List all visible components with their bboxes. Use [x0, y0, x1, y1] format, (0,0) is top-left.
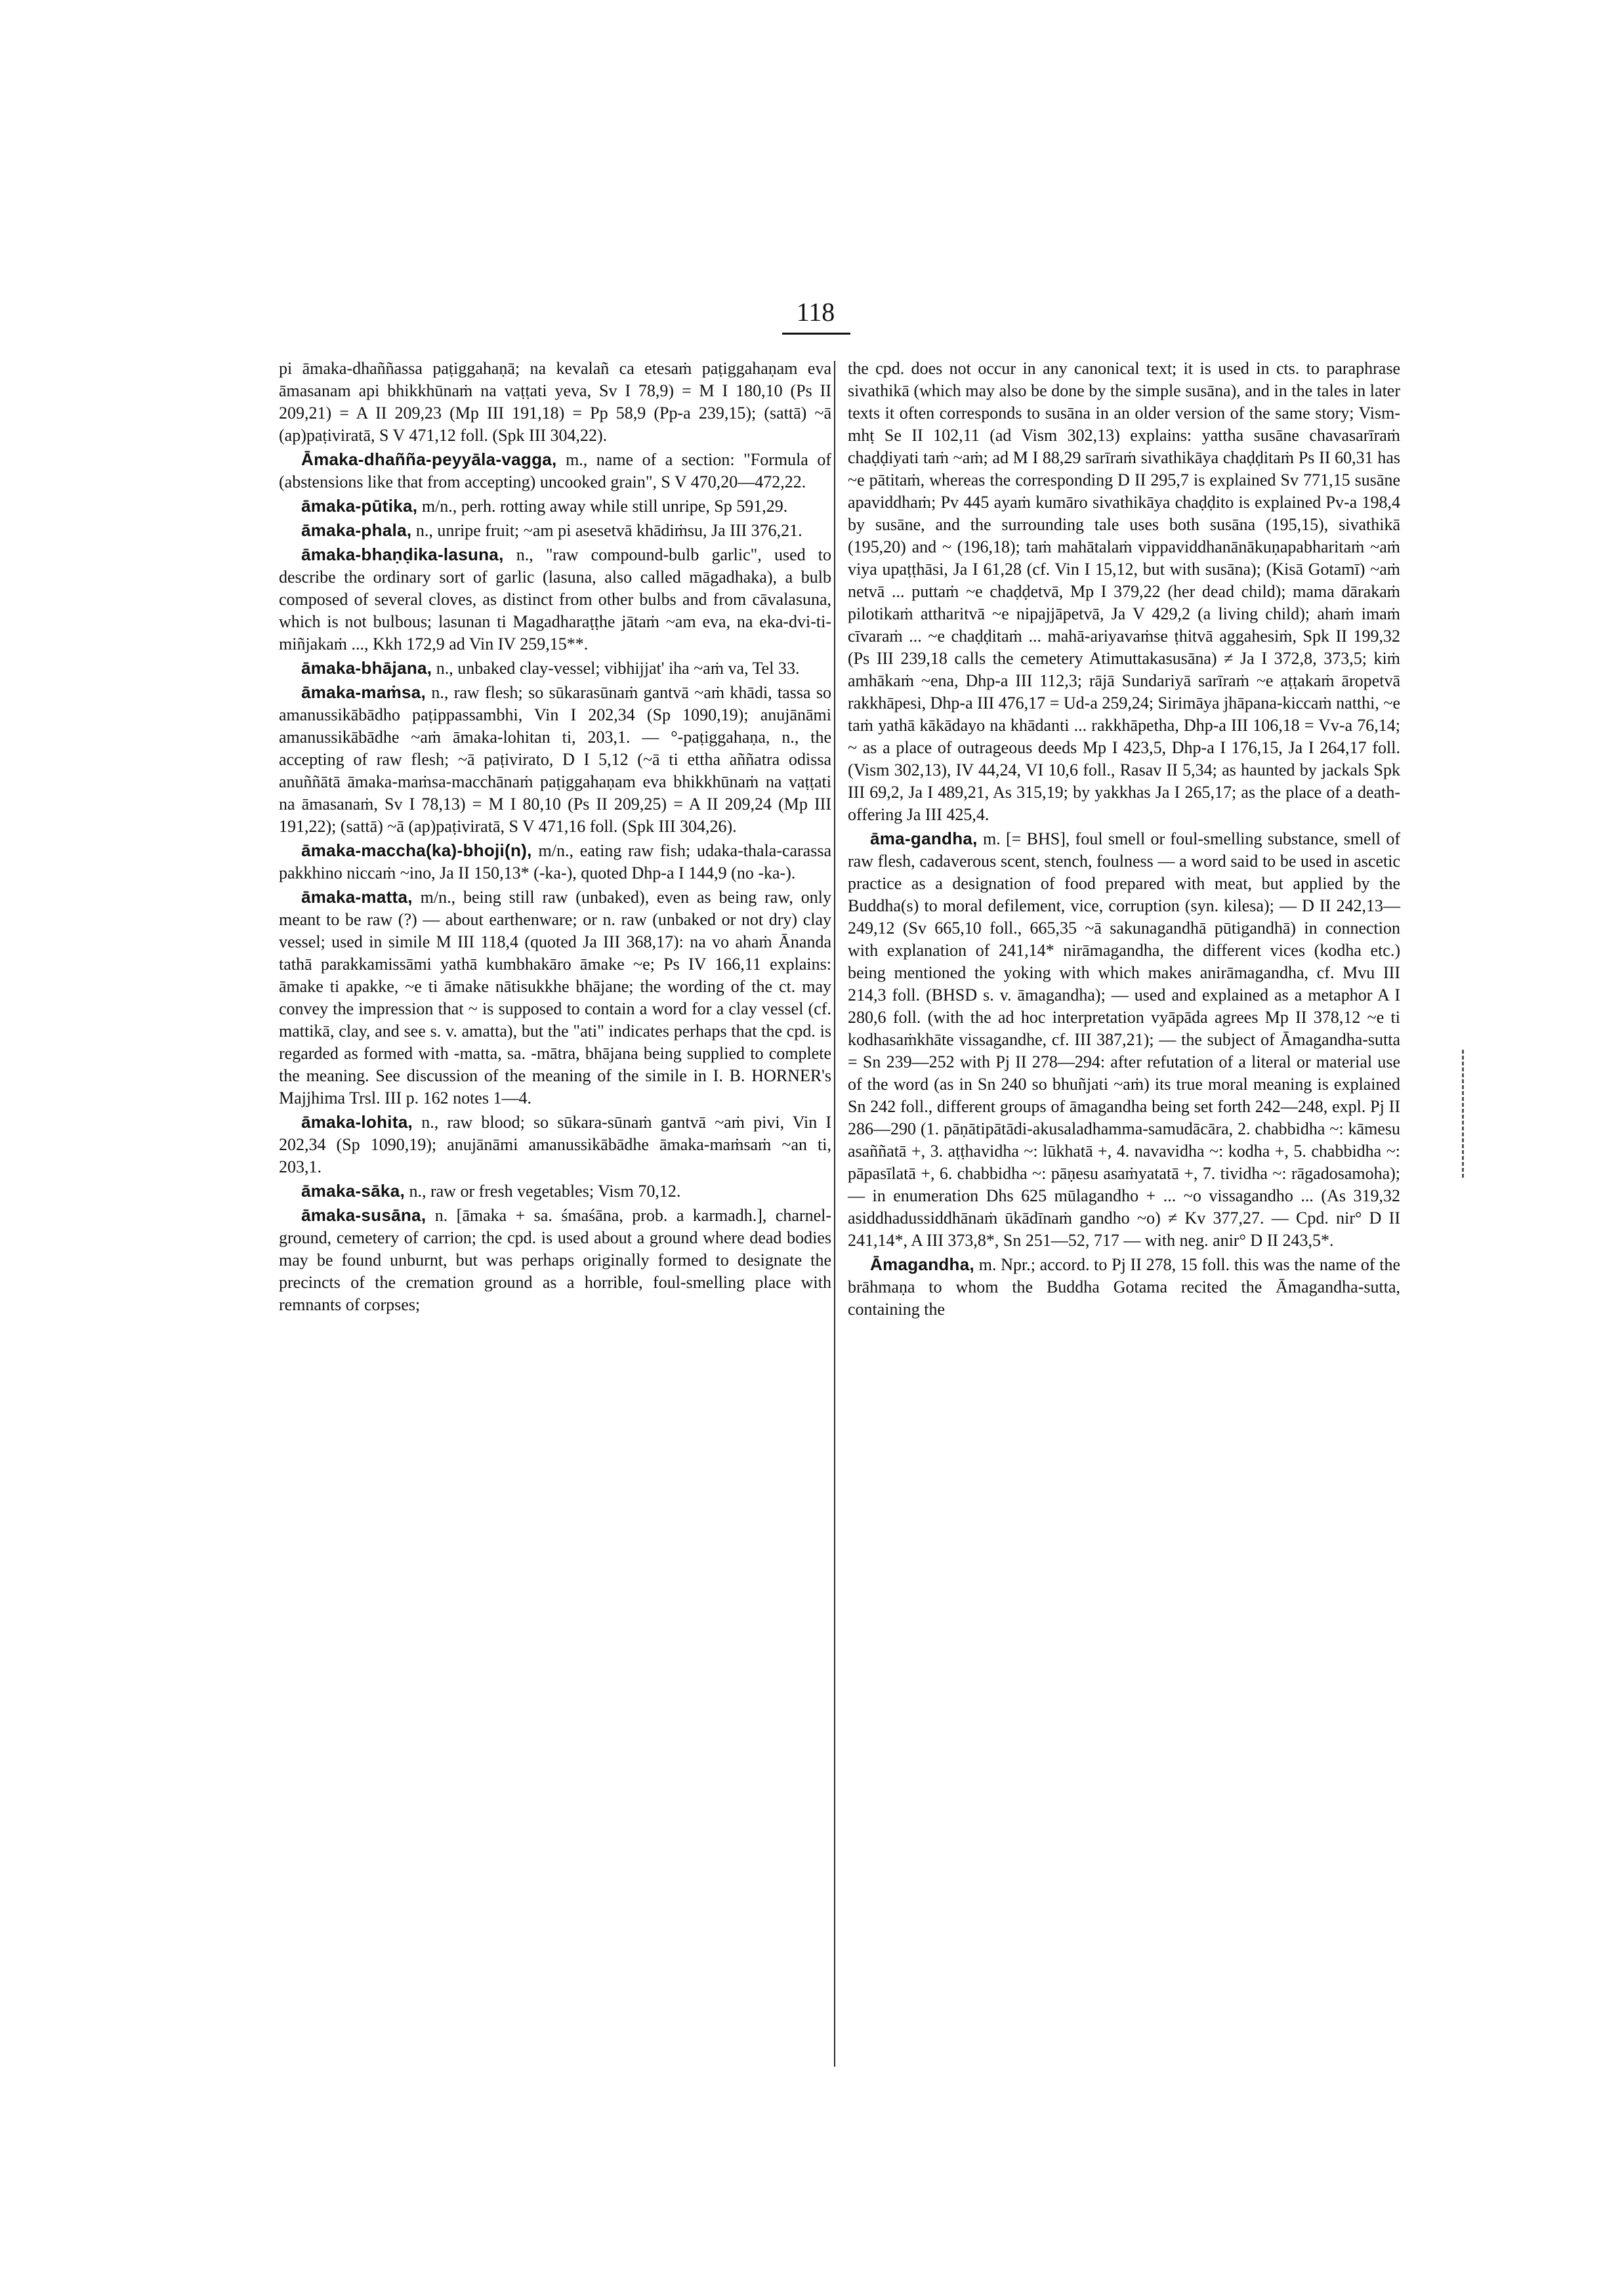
dictionary-entry	[279, 839, 831, 884]
dictionary-entry	[848, 827, 1400, 1252]
dictionary-entry	[279, 1111, 831, 1178]
entry-text: n., "raw compound-bulb garlic", used to describe the ordinary sort of garlic (lasuna, also called māgadhaka), a bulb composed of several cloves, as distinct from other bulbs and from cāvalasuna, which is not bulbous; lasunan ti Magadharaṭṭhe jātaṁ ~am eva, na eka-dvi-ti-miñjakaṁ ..., Kkh 172,9 ad Vin IV 259,15**.	[279, 545, 831, 653]
dictionary-entry	[279, 681, 831, 838]
entry-text: m/n., perh. rotting away while still unripe, Sp 591,29.	[417, 497, 788, 516]
page-number-rule	[782, 333, 850, 335]
entry-headword: āmaka-matta,	[301, 887, 413, 907]
dictionary-entry	[279, 886, 831, 1109]
entry-headword: āmaka-phala,	[301, 520, 412, 540]
entry-text: n., raw blood; so sūkara-sūnaṁ gantvā ~aṁ pivi, Vin I 202,34 (Sp 1090,19); anujānāmi amanussikābādhe āmaka-maṁsaṁ ~an ti, 203,1.	[279, 1113, 831, 1176]
entry-headword: āmaka-maccha(ka)-bhoji(n),	[301, 840, 532, 860]
dictionary-entry	[279, 543, 831, 655]
dictionary-entry	[279, 358, 831, 447]
page-number: 118	[796, 297, 835, 327]
entry-text: m., name of a section: "Formula of (abstensions like that from accepting) uncooked grain", S V 470,20—472,22.	[279, 450, 831, 491]
entry-text: m/n., eating raw fish; udaka-thala-carassa pakkhino niccaṁ ~ino, Ja II 150,13* (-ka-), quoted Dhp-a I 144,9 (no -ka-).	[279, 841, 831, 882]
dictionary-entry	[279, 1204, 831, 1316]
entry-text: pi āmaka-dhaññassa paṭiggahaṇā; na kevalañ ca etesaṁ paṭiggahaṇam eva āmasanam api bhikkhūnaṁ na vaṭṭati yeva, Sv I 78,9) = M I 180,10 (Ps II 209,21) = A II 209,23 (Mp III 191,18) = Pp 58,9 (Pp-a 239,15); (sattā) ~ā (ap)paṭiviratā, S V 471,12 foll. (Spk III 304,22).	[279, 359, 831, 445]
dictionary-entry	[848, 1253, 1400, 1321]
dictionary-entry	[848, 358, 1400, 826]
right-column	[848, 358, 1400, 1322]
entry-headword: āmaka-sāka,	[301, 1181, 405, 1201]
entry-headword: Āmaka-dhañña-peyyāla-vagga,	[301, 449, 557, 469]
entry-text: m. Npr.; accord. to Pj II 278, 15 foll. this was the name of the brāhmaṇa to whom the Buddha Gotama recited the Āmagandha-sutta, containing the	[848, 1255, 1400, 1319]
left-column	[279, 358, 831, 1317]
entry-text: n., unripe fruit; ~am pi asesetvā khādiṁsu, Ja III 376,21.	[411, 521, 802, 540]
entry-headword: āmaka-bhājana,	[301, 658, 432, 678]
dictionary-entry	[279, 448, 831, 493]
entry-headword: āma-gandha,	[870, 829, 978, 848]
entry-headword: Āmagandha,	[870, 1254, 975, 1274]
entry-text: n., unbaked clay-vessel; vibhijjat' iha ~aṁ va, Tel 33.	[432, 659, 800, 678]
entry-text: n., raw or fresh vegetables; Vism 70,12.	[404, 1182, 681, 1201]
margin-mark	[1462, 1050, 1467, 1178]
entry-headword: āmaka-maṁsa,	[301, 682, 427, 702]
column-divider	[834, 361, 835, 2067]
entry-text: m/n., being still raw (unbaked), even as being raw, only meant to be raw (?) — about earthenware; or n. raw (unbaked or not dry) clay vessel; used in simile M III 118,4 (quoted Ja III 368,17): na vo ahaṁ Ānanda tathā parakkamissāmi yathā kumbhakāro āmake ~e; Ps IV 166,11 explains: āmake ti apakke, ~e ti āmake nātisukkhe bhājane; the wording of the ct. may convey the impression that ~ is supposed to contain a word for a clay vessel (cf. mattikā, clay, and see s. v. amatta), but the "ati" indicates perhaps that the cpd. is regarded as formed with -matta, sa. -mātra, bhājana being supplied to complete the meaning. See discussion of the meaning of the simile in I. B. HORNER's Majjhima Trsl. III p. 162 notes 1—4.	[279, 888, 831, 1107]
dictionary-entry	[279, 657, 831, 680]
entry-text: n., raw flesh; so sūkarasūnaṁ gantvā ~aṁ khādi, tassa so amanussikābādho paṭippassambhi, Vin I 202,34 (Sp 1090,19); anujānāmi amanussikābādhe ~aṁ āmaka-lohitan ti, 203,1. — °-paṭiggahaṇa, n., the accepting of raw flesh; ~ā paṭivirato, D I 5,12 (~ā ti ettha aññatra odissa anuññātā āmaka-maṁsa-macchānaṁ paṭiggahaṇam eva bhikkhūnaṁ na vaṭṭati na āmasanaṁ, Sv I 78,13) = M I 80,10 (Ps II 209,25) = A II 209,24 (Mp III 191,22); (sattā) ~ā (ap)paṭiviratā, S V 471,16 foll. (Spk III 304,26).	[279, 683, 831, 836]
entry-text: the cpd. does not occur in any canonical text; it is used in cts. to paraphrase sivathikā (which may also be done by the simple susāna), and in the tales in later texts it often corresponds to susāna in an older version of the same story; Vism-mhṭ Se II 102,11 (ad Vism 302,13) explains: yattha susāne chavasarīraṁ chaḍḍiyati taṁ ~aṁ; ad M I 88,29 sarīraṁ sivathikāya chaḍḍitaṁ Ps II 60,31 has ~e pātitaṁ, whereas the corresponding D II 295,7 is explained Sv 771,15 susāne apaviddhaṁ; Pv 445 ayaṁ kumāro sivathikāya chaḍḍito is explained Pv-a 198,4 by susāne, and the surrounding tale uses both susāna (195,15), sivathikā (195,20) and ~ (196,18); taṁ mahātalaṁ vippaviddhanānākuṇapabharitaṁ ~aṁ viya upaṭṭhāsi, Ja I 61,28 (cf. Vin I 15,12, but with susāna); (Kisā Gotamī) ~aṁ netvā ... puttaṁ ~e chaḍḍetvā, Mp I 379,22 (her dead child); mama dārakaṁ pilotikaṁ attharitvā ~e nipajjāpetvā, Ja V 429,2 (a living child); ahaṁ imaṁ cīvaraṁ ... ~e chaḍḍitaṁ ... mahā-ariyavaṁse ṭhitvā aggahesiṁ, Spk II 199,32 (Ps III 239,18 calls the cemetery Atimuttakasusāna) ≠ Ja I 372,8, 373,5; kiṁ amhākaṁ ~ena, Dhp-a III 112,3; rājā Sundariyā sarīraṁ ~e aṭṭakaṁ āropetvā rakkhāpesi, Dhp-a III 476,17 = Ud-a 259,24; Sirimāya jhāpana-kiccaṁ natthi, ~e taṁ yathā kākādayo na khādanti ... rakkhāpetha, Dhp-a III 106,18 = Vv-a 76,14; ~ as a place of outrageous deeds Mp I 423,5, Dhp-a I 176,15, Ja I 264,17 foll. (Vism 302,13), IV 44,24, VI 10,6 foll., Rasav II 5,34; as haunted by jackals Spk III 69,2, Ja I 489,21, As 315,19; by yakkhas Ja I 265,17; as the place of a death-offering Ja III 425,4.	[848, 359, 1400, 824]
entry-headword: āmaka-bhaṇḍika-lasuna,	[301, 545, 504, 564]
dictionary-entry	[279, 495, 831, 518]
entry-headword: āmaka-pūtika,	[301, 496, 418, 516]
entry-text: m. [= BHS], foul smell or foul-smelling substance, smell of raw flesh, cadaverous scent, stench, foulness — a word said to be used in ascetic practice as a designation of food prepared with meat, but applied by the Buddha(s) to moral defilement, vice, corruption (syn. kilesa); — D II 242,13—249,12 (Sv 665,10 foll., 665,35 ~ā sakunagandhā pūtigandhā) in connection with explanation of 241,14* nirāmagandha, the different vices (kodha etc.) being mentioned the yoking with which makes anirāmagandha, cf. Mvu III 214,3 foll. (BHSD s. v. āmagandha); — used and explained as a metaphor A I 280,6 foll. (with the ad hoc interpretation vyāpāda agrees Mp II 378,12 ~e ti kodhasaṁkhāte vissagandhe, cf. III 387,21); — the subject of Āmagandha-sutta = Sn 239—252 with Pj II 278—294: after refutation of a literal or material use of the word (as in Sn 240 so bhuñjati ~aṁ) its true moral meaning is explained Sn 242 foll., different groups of āmagandha being set forth 242—248, expl. Pj II 286—290 (1. pāṇātipātādi-akusaladhamma-samudācāra, 2. chabbidha ~: kāmesu asaññatā +, 3. aṭṭhavidha ~: lūkhatā +, 4. navavidha ~: kodha +, 5. chabbidha ~: pāpasīlatā +, 6. chabbidha ~: pāṇesu asaṁyatatā +, 7. tividha ~: rāgadosamoha); — in enumeration Dhs 625 mūlagandho + ... ~o vissagandho ... (As 319,32 asiddhadussiddhānaṁ ūkādīnaṁ gandho ~o) ≠ Kv 377,27. — Cpd. nir° D II 241,14*, A III 373,8*, Sn 251—52, 717 — with neg. anir° D II 243,5*.	[848, 829, 1400, 1250]
dictionary-entry	[279, 519, 831, 542]
entry-headword: āmaka-susāna,	[301, 1205, 427, 1225]
entry-headword: āmaka-lohita,	[301, 1112, 413, 1132]
entry-text: n. [āmaka + sa. śmaśāna, prob. a karmadh.], charnel-ground, cemetery of carrion; the cpd. is used about a ground where dead bodies may be found unburnt, but was perhaps originally formed to designate the precincts of the cremation ground as a horrible, foul-smelling place with remnants of corpses;	[279, 1206, 831, 1314]
dictionary-entry	[279, 1180, 831, 1203]
